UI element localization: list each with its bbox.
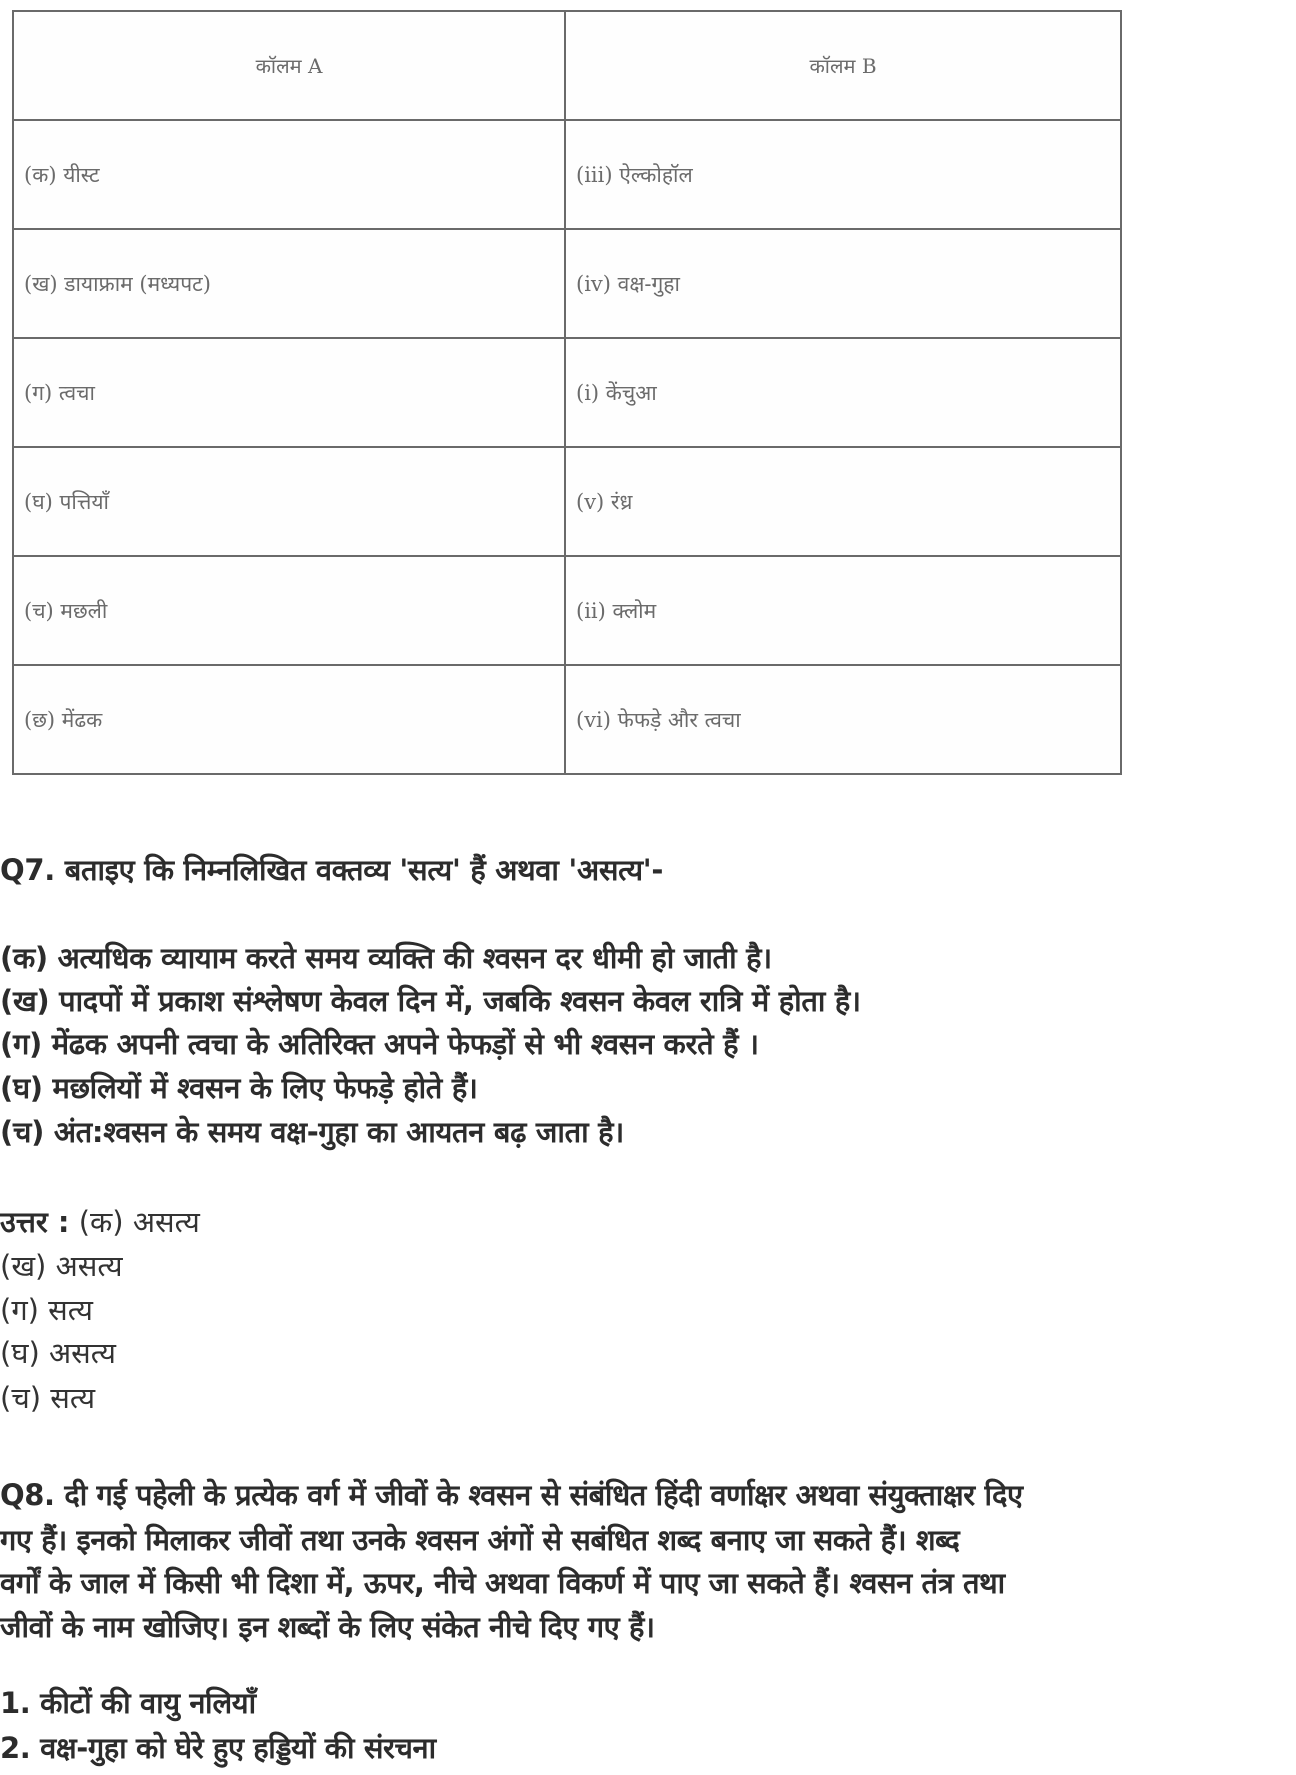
column-b-cell: (iii) ऐल्कोहॉल — [565, 120, 1121, 229]
q8-paragraph-line: Q8. दी गई पहेली के प्रत्येक वर्ग में जीवों के श्वसन से संबंधित हिंदी वर्णाक्षर अथवा संयुक्ताक्षर दिए — [0, 1478, 1023, 1512]
answer-line: (घ) असत्य — [0, 1336, 116, 1370]
q7-heading: Q7. बताइए कि निम्नलिखित वक्तव्य 'सत्य' हैं अथवा 'असत्य'- — [0, 853, 664, 887]
table-row — [13, 120, 1121, 229]
column-b-cell: (v) रंध्र — [565, 447, 1121, 556]
clue-item: 2. वक्ष-गुहा को घेरे हुए हड्डियों की संरचना — [0, 1731, 436, 1765]
answer-label: उत्तर : — [0, 1205, 70, 1239]
column-b-cell: (i) केंचुआ — [565, 338, 1121, 447]
q7-statement: (घ) मछलियों में श्वसन के लिए फेफड़े होते हैं। — [0, 1071, 478, 1105]
column-b-cell: (ii) क्लोम — [565, 556, 1121, 665]
column-b-cell: (vi) फेफड़े और त्वचा — [565, 665, 1121, 774]
answer-line — [0, 1202, 200, 1241]
clue-item: 1. कीटों की वायु नलियाँ — [0, 1686, 256, 1720]
q7-statement: (क) अत्यधिक व्यायाम करते समय व्यक्ति की श्वसन दर धीमी हो जाती है। — [0, 941, 772, 975]
answer-line: (ग) सत्य — [0, 1293, 94, 1327]
column-a-cell: (ख) डायाफ्राम (मध्यपट) — [13, 229, 565, 338]
q8-paragraph-line: जीवों के नाम खोजिए। इन शब्दों के लिए संकेत नीचे दिए गए हैं। — [0, 1610, 655, 1644]
column-a-cell: (च) मछली — [13, 556, 565, 665]
q7-statement: (ग) मेंढक अपनी त्वचा के अतिरिक्त अपने फेफड़ों से भी श्वसन करते हैं । — [0, 1027, 759, 1061]
table-row — [13, 556, 1121, 665]
q7-statement: (ख) पादपों में प्रकाश संश्लेषण केवल दिन में, जबकि श्वसन केवल रात्रि में होता है। — [0, 984, 861, 1018]
q8-paragraph-line: वर्गों के जाल में किसी भी दिशा में, ऊपर, नीचे अथवा विकर्ण में पाए जा सकते हैं। श्वसन तंत्र तथा — [0, 1566, 1005, 1600]
column-b-header: कॉलम B — [565, 11, 1121, 120]
column-a-cell: (क) यीस्ट — [13, 120, 565, 229]
answer-line: (च) सत्य — [0, 1381, 96, 1415]
column-a-cell: (छ) मेंढक — [13, 665, 565, 774]
table-row — [13, 665, 1121, 774]
table-row — [13, 447, 1121, 556]
q7-statement: (च) अंत:श्वसन के समय वक्ष-गुहा का आयतन बढ़ जाता है। — [0, 1115, 624, 1149]
column-a-header: कॉलम A — [13, 11, 565, 120]
match-the-columns-table — [12, 10, 1122, 775]
column-a-cell: (ग) त्वचा — [13, 338, 565, 447]
column-a-cell: (घ) पत्तियाँ — [13, 447, 565, 556]
answer-value: (क) असत्य — [78, 1205, 200, 1239]
table-row — [13, 338, 1121, 447]
table-header-row — [13, 11, 1121, 120]
q8-paragraph-line: गए हैं। इनको मिलाकर जीवों तथा उनके श्वसन अंगों से सबंधित शब्द बनाए जा सकते हैं। शब्द — [0, 1523, 960, 1557]
column-b-cell: (iv) वक्ष-गुहा — [565, 229, 1121, 338]
answer-line: (ख) असत्य — [0, 1249, 123, 1283]
table-row — [13, 229, 1121, 338]
